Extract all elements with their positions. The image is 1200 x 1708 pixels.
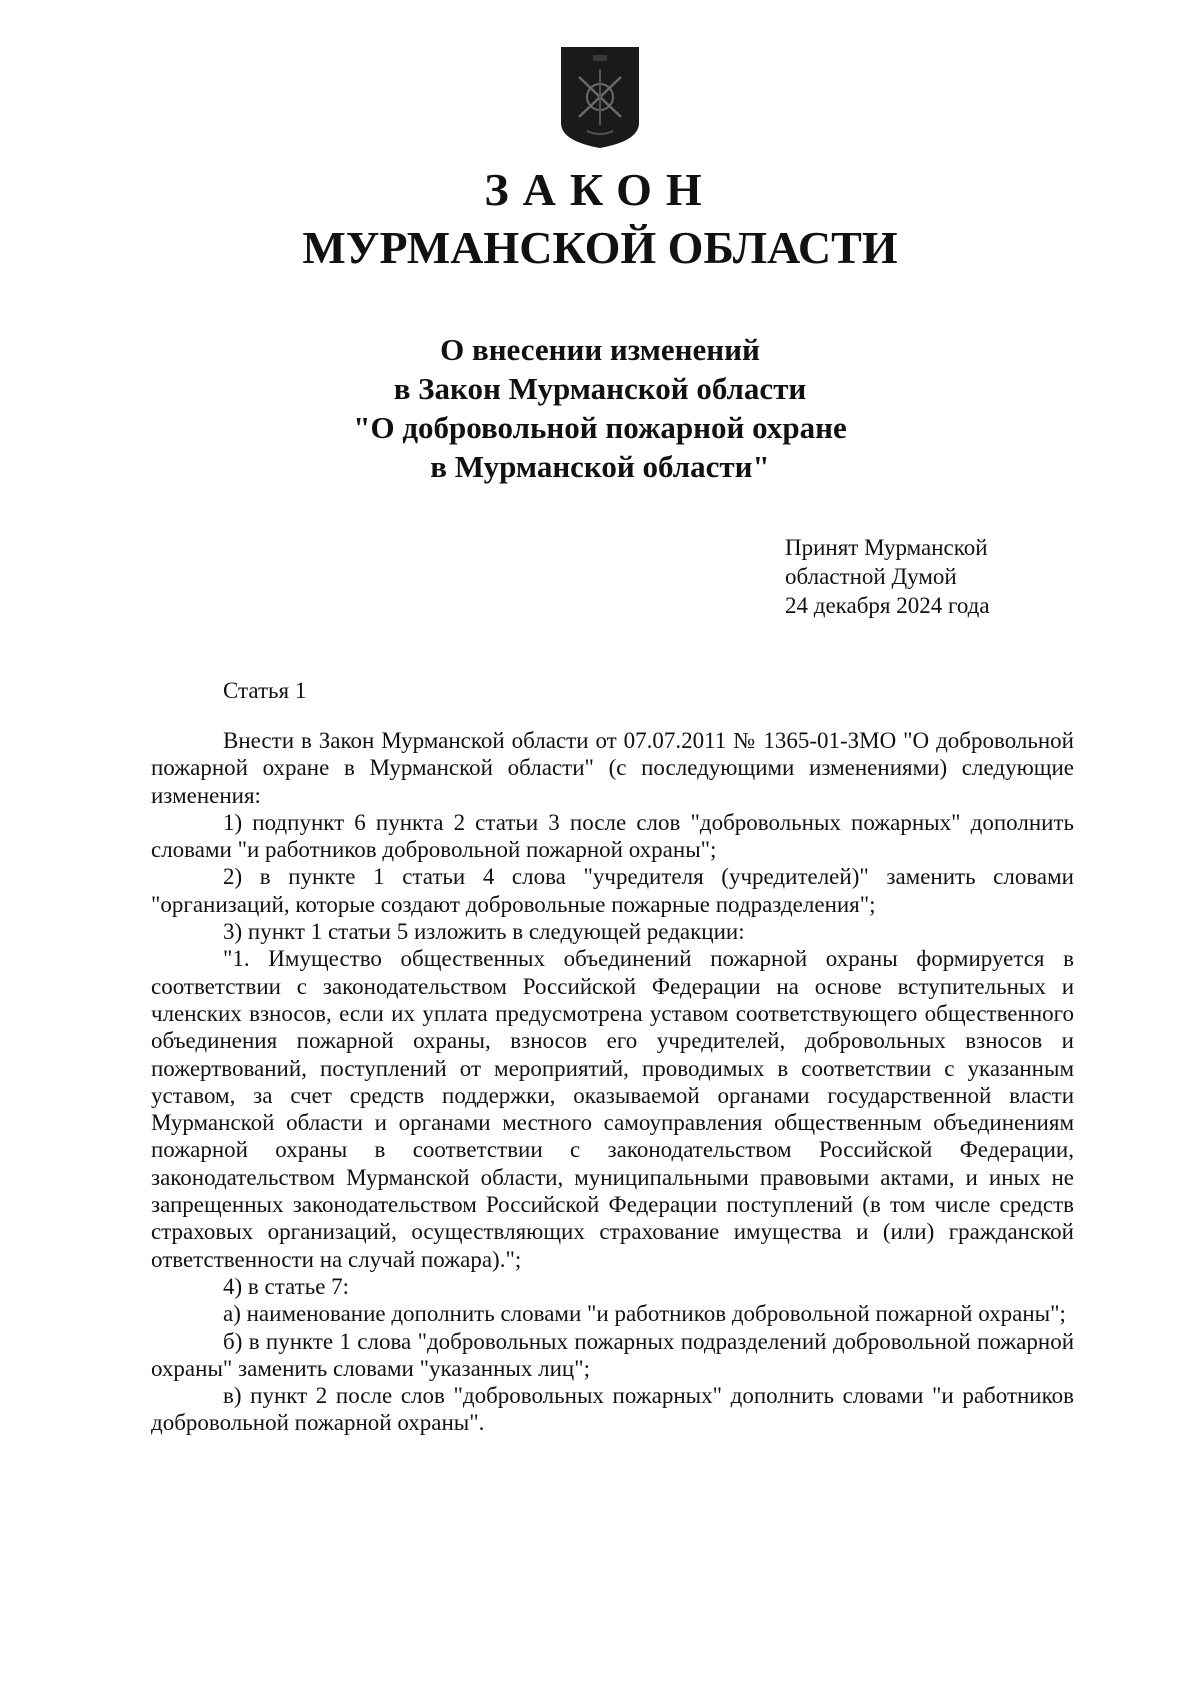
article-paragraph: 3) пункт 1 статьи 5 изложить в следующей редакции: [223,919,745,945]
article-paragraph: 1) подпункт 6 пункта 2 статьи 3 после слов "добровольных пожарных" дополнить словами "и работников добровольной пожарной охраны"; [151,809,1074,863]
document-title-word: ЗАКОН [484,164,716,215]
article-paragraph: "1. Имущество общественных объединений пожарной охраны формируется в соответствии с законодательством Российской Федерации на основе вступительных и членских взносов, если их уплата предусмотрена уставом соответствующего общественного объединения пожарной охраны, взносов его учредителей, добровольных взносов и пожертвований, поступлений от мероприятий, проводимых в соответствии с указанным уставом, за счет средств поддержки, оказываемой органами государственной власти Мурманской области и органами местного самоуправления общественным объединениям пожарной охраны в соответствии с законодательством Российской Федерации, законодательством Мурманской области, муниципальными правовыми актами, и иных не запрещенных законодательством Российской Федерации поступлений (в том числе средств страховых организаций, осуществляющих страхование имущества и (или) гражданской ответственности на случай пожара)."; [151,946,1074,1272]
adoption-note [785,533,990,620]
adoption-date: 24 декабря 2024 года [785,593,990,618]
adoption-line: областной Думой [785,564,957,589]
article-paragraph: б) в пункте 1 слова "добровольных пожарных подразделений добровольной пожарной охраны" заменить словами "указанных лиц"; [151,1328,1074,1381]
subtitle-line: в Закон Мурманской области [393,371,807,406]
subtitle-line: в Мурманской области" [430,449,770,484]
coat-of-arms-icon [559,45,641,150]
article-heading: Статья 1 [223,678,307,703]
law-subtitle [200,330,1000,486]
adoption-line: Принят Мурманской [785,535,988,560]
article-body [151,727,1074,1437]
subtitle-line: "О добровольной пожарной охране [353,410,847,445]
subtitle-line: О внесении изменений [440,332,760,367]
article-paragraph: 2) в пункте 1 статьи 4 слова "учредителя (учредителей)" заменить словами "организаций, которые создают добровольные пожарные подразделения"; [151,864,1074,917]
article-paragraph: а) наименование дополнить словами "и работников добровольной пожарной охраны"; [223,1301,1066,1327]
document-title-region: МУРМАНСКОЙ ОБЛАСТИ [302,222,898,273]
article-paragraph: в) пункт 2 после слов "добровольных пожарных" дополнить словами "и работников добровольной пожарной охраны". [151,1383,1074,1436]
article-paragraph: Внести в Закон Мурманской области от 07.07.2011 № 1365-01-ЗМО "О добровольной пожарной охране в Мурманской области" (с последующими изменениями) следующие изменения: [151,728,1074,808]
article-paragraph: 4) в статье 7: [223,1273,350,1299]
